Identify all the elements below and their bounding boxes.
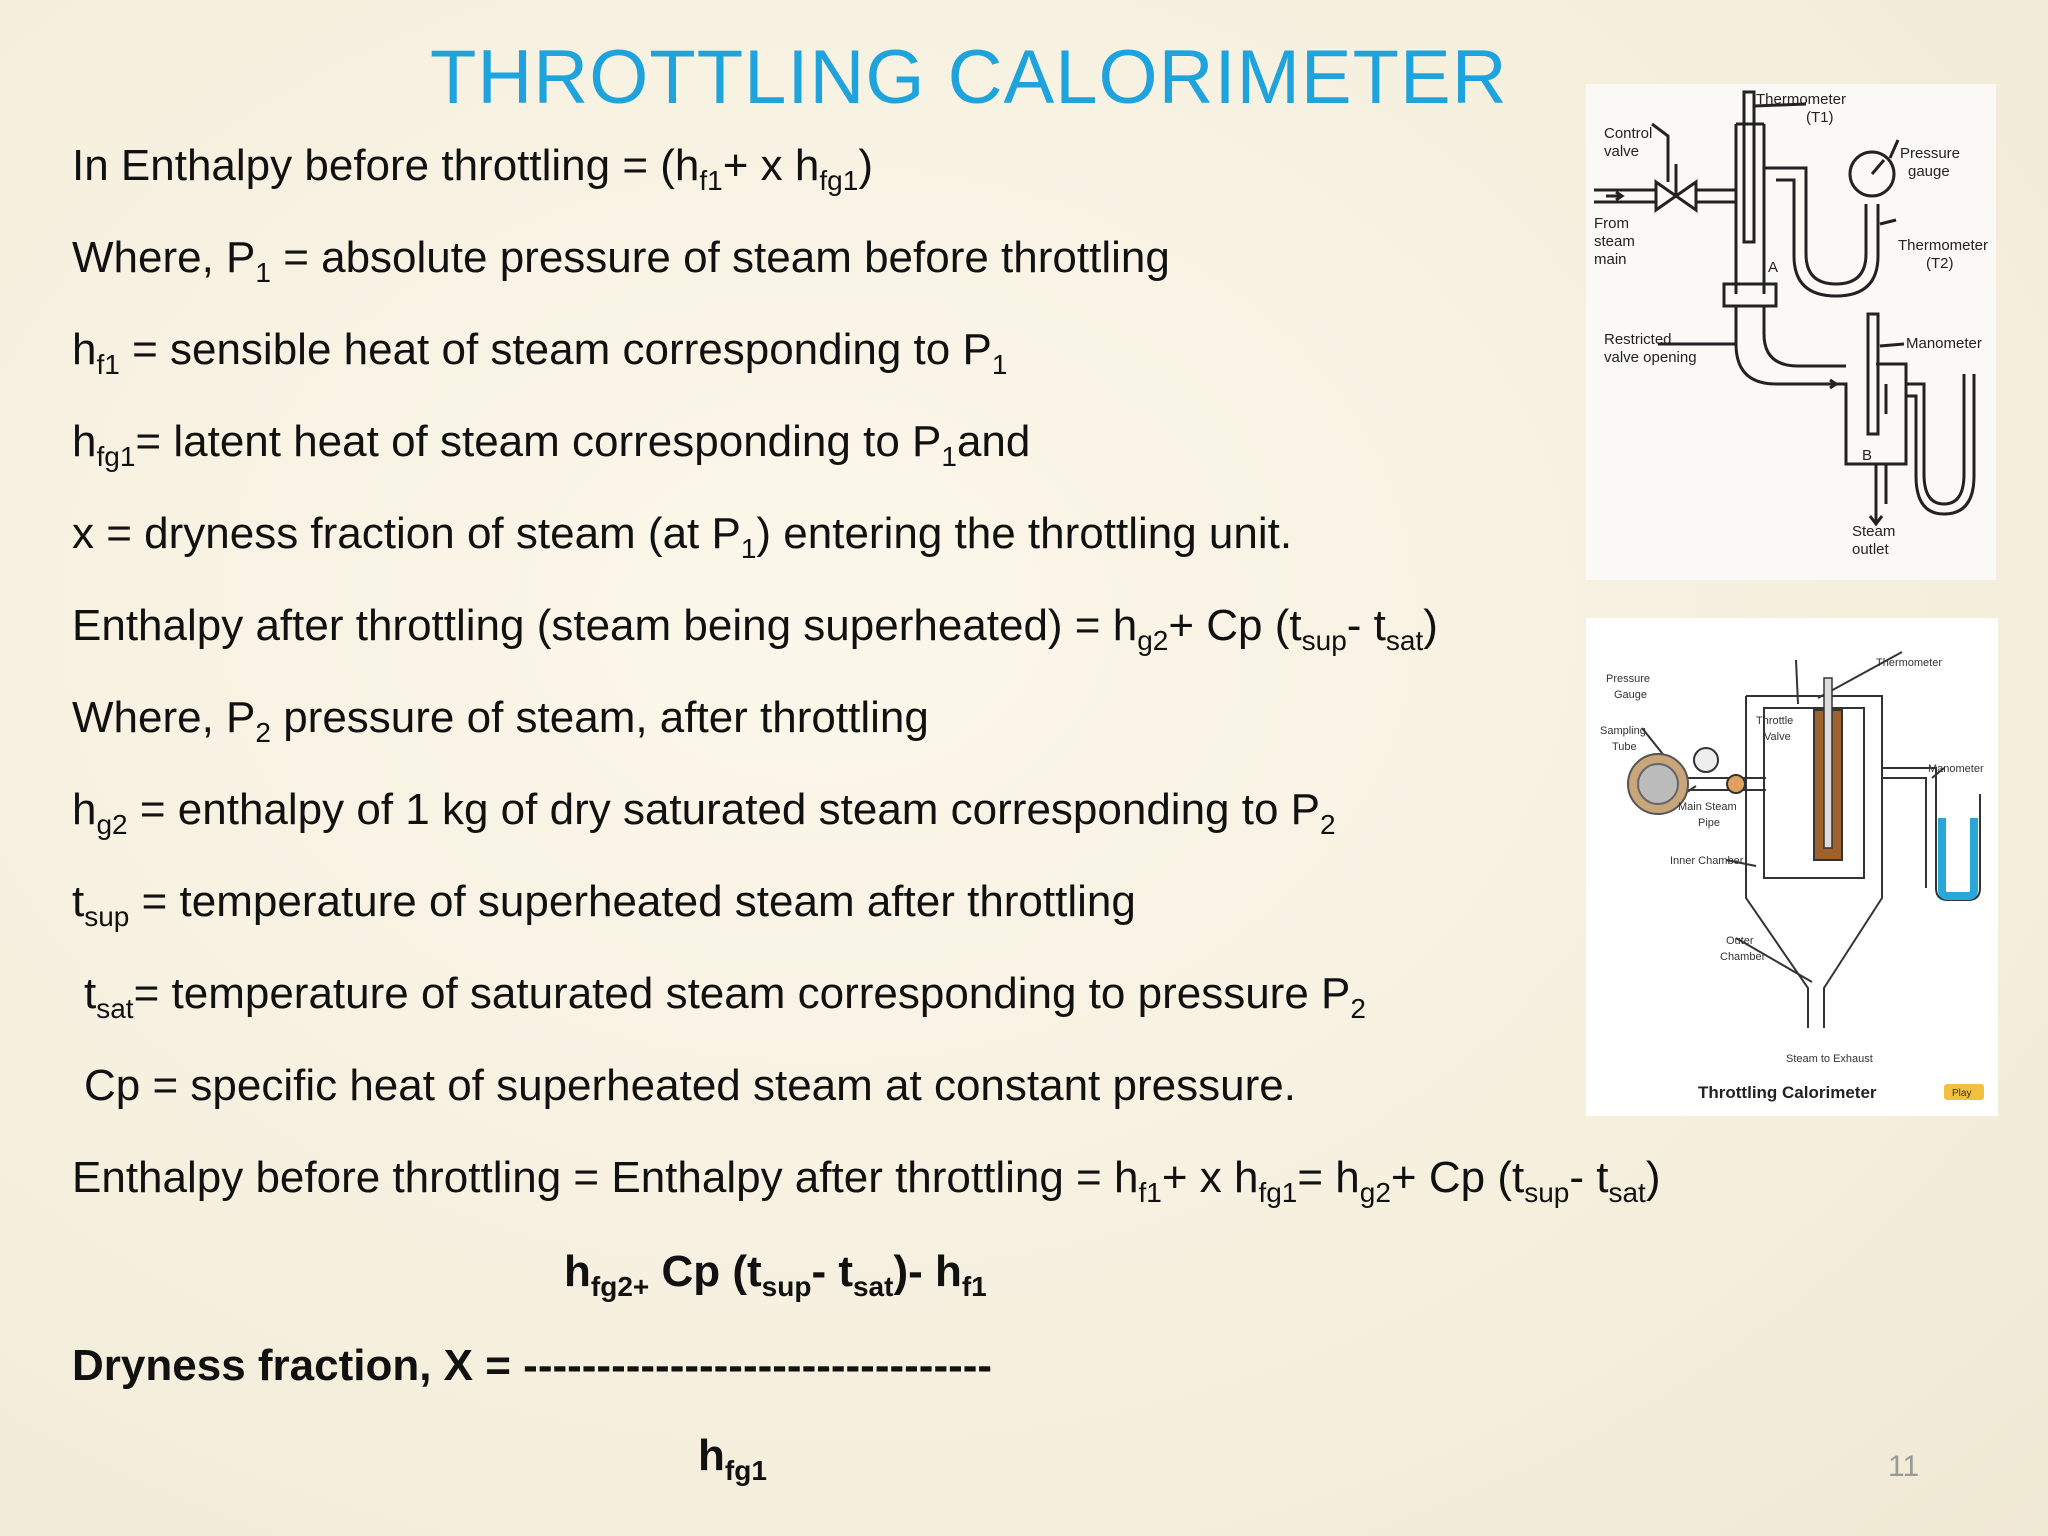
fig2-label-valve: Valve — [1764, 731, 1791, 743]
formula-numerator: $h_{fg2+}$ Cp ($t_{sup}-$ $t_{sat})-$ $h_{f1}$ — [564, 1247, 987, 1302]
calorimeter-illustration-figure — [1586, 618, 1998, 1116]
fig1-label-steam: steam — [1594, 233, 1635, 250]
text-line-12: Enthalpy before throttling = Enthalpy after throttling = $h_{f1}+ x$ $h_{fg1}= h_{g2}+ Cp$ ($t_{sup}-$ $t_{sat}$) — [72, 1153, 1661, 1208]
fig2-label-pipe: Pipe — [1698, 817, 1721, 829]
fig2-label-inner-chamber: Inner Chamber — [1670, 855, 1744, 867]
play-button-label: Play — [1952, 1088, 1972, 1099]
fig1-label-b: B — [1862, 447, 1873, 464]
fig1-label-steam-outlet-2: outlet — [1852, 541, 1889, 558]
fig1-label-thermometer1: Thermometer — [1756, 91, 1847, 108]
text-line-3: $h_{f1}$ = sensible heat of steam corresponding to $P_1$ — [72, 325, 1008, 380]
text-line-1: In Enthalpy before throttling = ($h_{f1}+ x$ $h_{fg1}$) — [72, 141, 873, 196]
fig2-label-outer: Outer — [1726, 935, 1754, 947]
fig1-label-valve: valve — [1604, 143, 1640, 160]
fig1-label-from: From — [1594, 215, 1629, 232]
fig2-label-chamber: Chamber — [1720, 951, 1766, 963]
fig2-label-pressure: Pressure — [1606, 673, 1651, 685]
text-line-6: Enthalpy after throttling (steam being superheated) = $h_{g2}+ Cp$ ($t_{sup}-$ $t_{sat}$) — [72, 601, 1438, 656]
fig2-label-tube: Tube — [1612, 741, 1637, 753]
text-line-11: Cp = specific heat of superheated steam at constant pressure. — [84, 1061, 1296, 1110]
calorimeter-schematic-drawing — [1586, 84, 1996, 580]
formula-dryness-fraction: Dryness fraction, X = -------------------------------- — [72, 1341, 993, 1390]
pressure-gauge-icon — [1694, 748, 1718, 772]
calorimeter-schematic-figure — [1586, 84, 1996, 580]
text-line-8: $h_{g2}$ = enthalpy of 1 kg of dry saturated steam corresponding to $P_2$ — [72, 785, 1336, 840]
text-line-9: $t_{sup}$ = temperature of superheated steam after throttling — [72, 877, 1136, 932]
text-line-5: x = dryness fraction of steam (at $P_1$) entering the throttling unit. — [72, 509, 1293, 564]
fig1-label-valve-opening: valve opening — [1604, 349, 1697, 366]
fig2-label-throttle: Throttle — [1756, 715, 1794, 727]
fig1-label-manometer: Manometer — [1906, 335, 1982, 352]
fig2-label-gauge: Gauge — [1614, 689, 1648, 701]
fig1-label-control: Control — [1604, 125, 1653, 142]
fig1-label-a: A — [1768, 259, 1779, 276]
text-line-2: Where, $P_1$ = absolute pressure of steam before throttling — [72, 233, 1170, 288]
formula-denominator: $h_{fg1}$ — [698, 1431, 767, 1486]
fig2-label-sampling: Sampling — [1600, 725, 1646, 737]
fig1-label-main: main — [1594, 251, 1627, 268]
fig1-label-gauge: gauge — [1908, 163, 1950, 180]
text-line-4: $h_{fg1}=$ latent heat of steam corresponding to $P_1and$ — [72, 417, 1031, 472]
throttle-valve-icon — [1727, 775, 1745, 793]
fig2-label-manometer: Manometer — [1928, 763, 1984, 775]
fig2-label-steam-to-exhaust: Steam to Exhaust — [1786, 1053, 1873, 1065]
fig1-label-t2: (T2) — [1926, 255, 1954, 272]
fig1-label-pressure: Pressure — [1900, 145, 1961, 162]
slide-title: THROTTLING CALORIMETER — [430, 35, 1508, 120]
manometer-fluid-icon — [1942, 818, 1974, 896]
fig1-label-steam-outlet-1: Steam — [1852, 523, 1896, 540]
fig1-label-t1: (T1) — [1806, 109, 1834, 126]
fig1-label-thermometer2: Thermometer — [1898, 237, 1989, 254]
fig2-caption: Throttling Calorimeter — [1698, 1083, 1877, 1102]
calorimeter-illustration-drawing — [1586, 618, 1998, 1116]
fig1-label-restricted: Restricted — [1604, 331, 1672, 348]
page-number: 11 — [1888, 1450, 1920, 1483]
text-line-7: Where, $P_2$ pressure of steam, after throttling — [72, 693, 929, 748]
fig2-label-thermometer: Thermometer — [1876, 657, 1943, 669]
fig2-label-main-steam: Main Steam — [1678, 801, 1737, 813]
text-line-10: $t_{sat}=$ temperature of saturated steam corresponding to pressure $P_2$ — [84, 969, 1366, 1024]
